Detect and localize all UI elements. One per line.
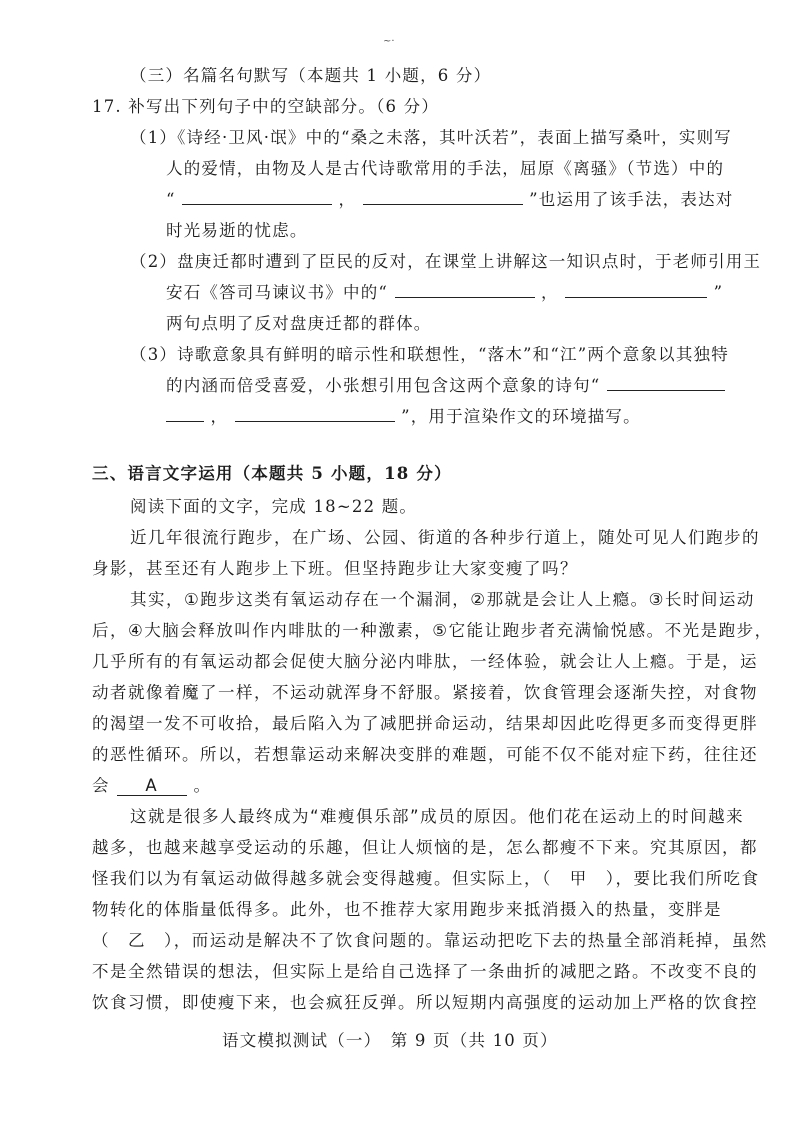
answer-blank-3a-start[interactable]: [607, 376, 725, 391]
q17-part2-line1: （2）盘庚迁都时遭到了臣民的反对，在课堂上讲解这一知识点时，于老师引用王: [130, 252, 762, 271]
q17-part1-line2: 人的爱情，由物及人是古代诗歌常用的手法，屈原《离骚》（节选）中的: [166, 159, 725, 178]
comma: ，: [210, 407, 229, 426]
answer-blank-2b[interactable]: [565, 283, 707, 298]
passage-para3-line4: 物转化的体脂量低得多。此外，也不推荐大家用跑步来抵消摄入的热量，变胖是: [92, 900, 722, 919]
page-footer: 语文模拟测试（一） 第 9 页（共 10 页）: [222, 1031, 558, 1050]
q17-part2-line3: 两句点明了反对盘庚迁都的群体。: [166, 314, 432, 333]
passage-para2-line5: 的渴望一发不可收拾，最后陷入为了减肥拼命运动，结果却因此吃得更多而变得更胖: [92, 714, 758, 733]
q17-part3-prefix: 的内涵而倍受喜爱，小张想引用包含这两个意象的诗句“: [166, 376, 601, 395]
q17-part2-prefix: 安石《答司马谏议书》中的“: [166, 283, 389, 302]
passage-para2-line6: 的恶性循环。所以，若想靠运动来解决变胖的难题，可能不仅不能对症下药，往往还: [92, 745, 758, 764]
passage-para3-line5: （ 乙 ），而运动是解决不了饮食问题的。靠运动把吃下去的热量全部消耗掉，虽然: [92, 931, 768, 950]
passage-para2-line4: 动者就像着魔了一样，不运动就浑身不舒服。紧接着，饮食管理会逐渐失控，对食物: [92, 683, 758, 702]
subsection-heading: （三）名篇名句默写（本题共 1 小题，6 分）: [130, 66, 492, 85]
answer-blank-3a-end[interactable]: [166, 407, 204, 422]
passage-para2-line7: [92, 772, 212, 796]
comma: ，: [338, 190, 357, 209]
passage-para3-line3: 怪我们以为有氧运动做得越多就会变得越瘦。但实际上，（ 甲 ），要比我们所吃食: [92, 869, 760, 888]
section3-heading: 三、语言文字运用（本题共 5 小题，18 分）: [92, 464, 452, 483]
blank-A-label: A: [145, 776, 159, 795]
question-17-stem: 17. 补写出下列句子中的空缺部分。（6 分）: [92, 97, 440, 116]
period: 。: [193, 776, 212, 795]
q17-part3-suffix: ”，用于渲染作文的环境描写。: [401, 407, 641, 426]
q17-part3-line1: （3）诗歌意象具有鲜明的暗示性和联想性，“落木”和“江”两个意象以其独特: [130, 345, 729, 364]
comma: ，: [540, 283, 559, 302]
q17-part1-line4: 时光易逝的忧虑。: [166, 221, 308, 240]
q17-part2-line2: [166, 279, 723, 303]
passage-para1-line2: 身影，甚至还有人跑步上下班。但坚持跑步让大家变瘦了吗？: [92, 559, 578, 578]
scan-mark: ~·: [383, 36, 395, 47]
answer-blank-2a[interactable]: [395, 283, 535, 298]
quote-open: “: [166, 190, 176, 209]
passage-para1-line1: 近几年很流行跑步，在广场、公园、街道的各种步行道上，随处可见人们跑步的: [130, 528, 760, 547]
passage-para3-line2: 越多，也越来越享受运动的乐趣，但让人烦恼的是，怎么都瘦不下来。究其原因，都: [92, 838, 758, 857]
quote-close: ”: [713, 283, 724, 302]
passage-para2-line2: 后，④大脑会释放叫作内啡肽的一种激素，⑤它能让跑步者充满愉悦感。不光是跑步，: [92, 621, 773, 640]
passage-para3-line1: 这就是很多人最终成为“难瘦俱乐部”成员的原因。他们花在运动上的时间越来: [130, 807, 745, 826]
q17-part1-line3: [166, 186, 734, 210]
passage-para2-line3: 几乎所有的有氧运动都会促使大脑分泌内啡肽，一经体验，就会让人上瘾。于是，运: [92, 652, 758, 671]
passage-para3-line7: 饮食习惯，即使瘦下来，也会疯狂反弹。所以短期内高强度的运动加上严格的饮食控: [92, 993, 758, 1012]
answer-blank-3b[interactable]: [235, 407, 395, 422]
passage-para3-line6: 不是全然错误的想法，但实际上是给自己选择了一条曲折的减肥之路。不改变不良的: [92, 962, 758, 981]
answer-blank-1a[interactable]: [182, 190, 332, 205]
q17-part1-line1: （1）《诗经·卫风·氓》中的“桑之未落，其叶沃若”，表面上描写桑叶，实则写: [130, 128, 733, 147]
answer-blank-1b[interactable]: [363, 190, 523, 205]
reading-instruction: 阅读下面的文字，完成 18~22 题。: [130, 497, 418, 516]
quote-close-text: ”也运用了该手法，表达对: [529, 190, 734, 209]
passage-text: 会: [92, 776, 110, 795]
passage-para2-line1: 其实，①跑步这类有氧运动存在一个漏洞，②那就是会让人上瘾。③长时间运动: [130, 590, 755, 609]
blank-A[interactable]: [117, 776, 187, 796]
q17-part3-line3: [166, 403, 641, 427]
q17-part3-line2: [166, 372, 725, 396]
